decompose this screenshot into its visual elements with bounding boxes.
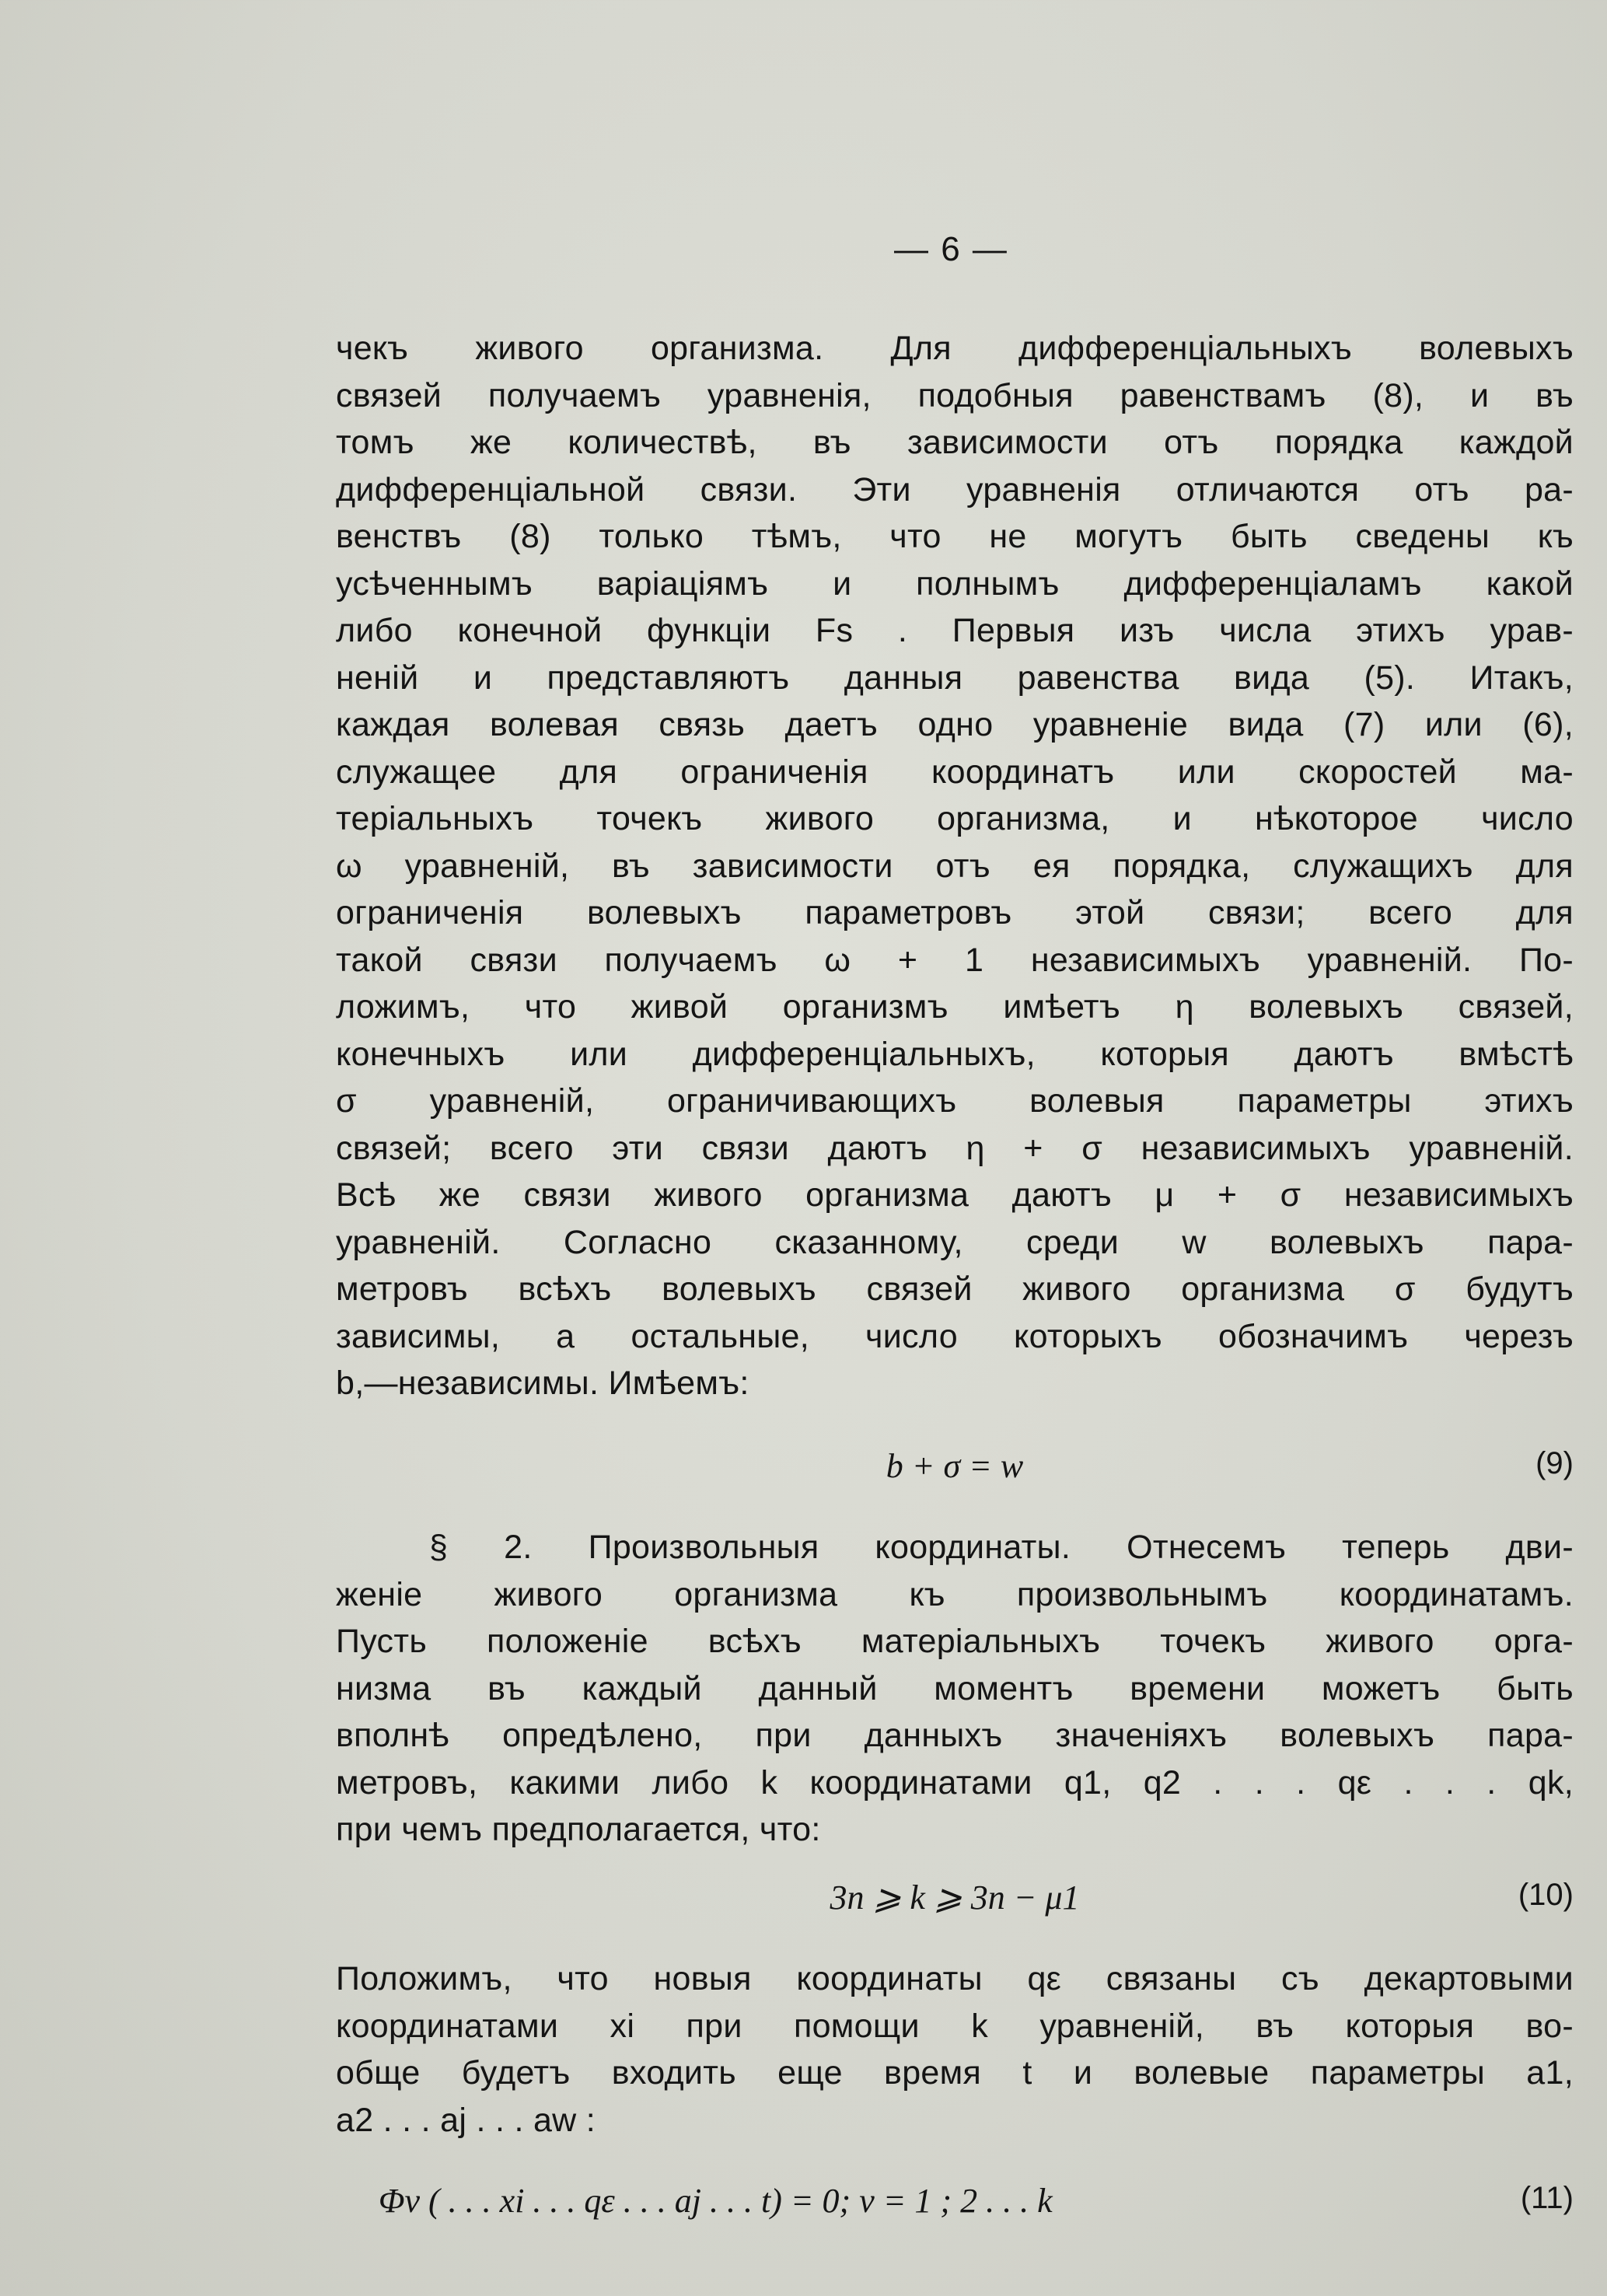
text-line: координатами xi при помощи k уравненій, въ которыя во-	[336, 2007, 1574, 2045]
text-line: конечныхъ или дифференціальныхъ, которыя даютъ вмѣстѣ	[336, 1035, 1574, 1073]
text-line: служащее для ограниченія координатъ или скоростей ма-	[336, 753, 1574, 791]
text-line: ложимъ, что живой организмъ имѣетъ η волевыхъ связей,	[336, 988, 1574, 1026]
equation-10	[336, 1878, 1574, 1924]
paragraph-1	[336, 325, 1574, 1407]
text-line: обще будетъ входить еще время t и волевые параметры a1,	[336, 2054, 1574, 2092]
paragraph-3	[336, 1955, 1574, 2144]
text-line: усѣченнымъ варіаціямъ и полнымъ дифференціаламъ какой	[336, 564, 1574, 603]
text-line: при чемъ предполагается, что:	[336, 1811, 821, 1848]
text-line: теріальныхъ точекъ живого организма, и нѣкоторое число	[336, 800, 1574, 837]
equation-9	[336, 1446, 1574, 1493]
text-line: чекъ живого организма. Для дифференціальныхъ волевыхъ	[336, 330, 1574, 367]
text-line: ω уравненій, въ зависимости отъ ея порядка, служащихъ для	[336, 847, 1574, 885]
equation-11-body: Φν ( . . . xi . . . qε . . . aj . . . t) = 0; ν = 1 ; 2 . . . k	[379, 2182, 1053, 2220]
text-line: дифференціальной связи. Эти уравненія отличаются отъ ра-	[336, 470, 1574, 508]
text-line: каждая волевая связь даетъ одно уравненіе вида (7) или (6),	[336, 706, 1574, 743]
text-line: вполнѣ опредѣлено, при данныхъ значеніяхъ волевыхъ пара-	[336, 1717, 1574, 1754]
text-line: уравненій. Согласно сказанному, среди w волевыхъ пара-	[336, 1223, 1574, 1261]
text-line: томъ же количествѣ, въ зависимости отъ порядка каждой	[336, 424, 1574, 461]
equation-10-number: (10)	[1518, 1878, 1574, 1912]
text-line: a2 . . . aj . . . aw :	[336, 2101, 596, 2139]
text-line: женіе живого организма къ произвольнымъ координатамъ.	[336, 1575, 1574, 1613]
equation-9-body: b + σ = w	[886, 1447, 1024, 1485]
text-line: неній и представляютъ данныя равенства вида (5). Итакъ,	[336, 659, 1574, 697]
text-line: σ уравненій, ограничивающихъ волевыя параметры этихъ	[336, 1082, 1574, 1120]
text-line: ограниченія волевыхъ параметровъ этой связи; всего для	[336, 894, 1574, 931]
text-line: связей; всего эти связи даютъ η + σ независимыхъ уравненій.	[336, 1129, 1574, 1167]
text-line: метровъ всѣхъ волевыхъ связей живого организма σ будутъ	[336, 1270, 1574, 1308]
text-line: Пусть положеніе всѣхъ матеріальныхъ точекъ живого орга-	[336, 1623, 1574, 1660]
equation-10-body: 3n ⩾ k ⩾ 3n − μ1	[830, 1878, 1080, 1917]
text-line: § 2. Произвольныя координаты. Отнесемъ теперь дви-	[429, 1529, 1574, 1566]
equation-11-number: (11)	[1520, 2181, 1574, 2215]
equation-11	[336, 2181, 1574, 2228]
equation-9-number: (9)	[1535, 1446, 1574, 1480]
text-line: связей получаемъ уравненія, подобныя равенствамъ (8), и въ	[336, 376, 1574, 414]
text-line: Положимъ, что новыя координаты qε связаны съ декартовыми	[336, 1960, 1574, 1997]
text-line: Всѣ же связи живого организма даютъ μ + σ независимыхъ	[336, 1176, 1574, 1214]
text-line: венствъ (8) только тѣмъ, что не могутъ быть сведены къ	[336, 518, 1574, 555]
text-line: метровъ, какими либо k координатами q1, q2 . . . qε . . . qk,	[336, 1763, 1574, 1802]
text-line: зависимы, а остальные, число которыхъ обозначимъ черезъ	[336, 1317, 1574, 1355]
text-line: низма въ каждый данный моментъ времени можетъ быть	[336, 1669, 1574, 1707]
paragraph-2	[336, 1524, 1574, 1854]
text-line: такой связи получаемъ ω + 1 независимыхъ уравненій. По-	[336, 941, 1574, 979]
text-line: либо конечной функціи Fs . Первыя изъ числа этихъ урав-	[336, 612, 1574, 649]
text-line: b,—независимы. Имѣемъ:	[336, 1365, 749, 1402]
page-number: — 6 —	[894, 230, 1008, 268]
